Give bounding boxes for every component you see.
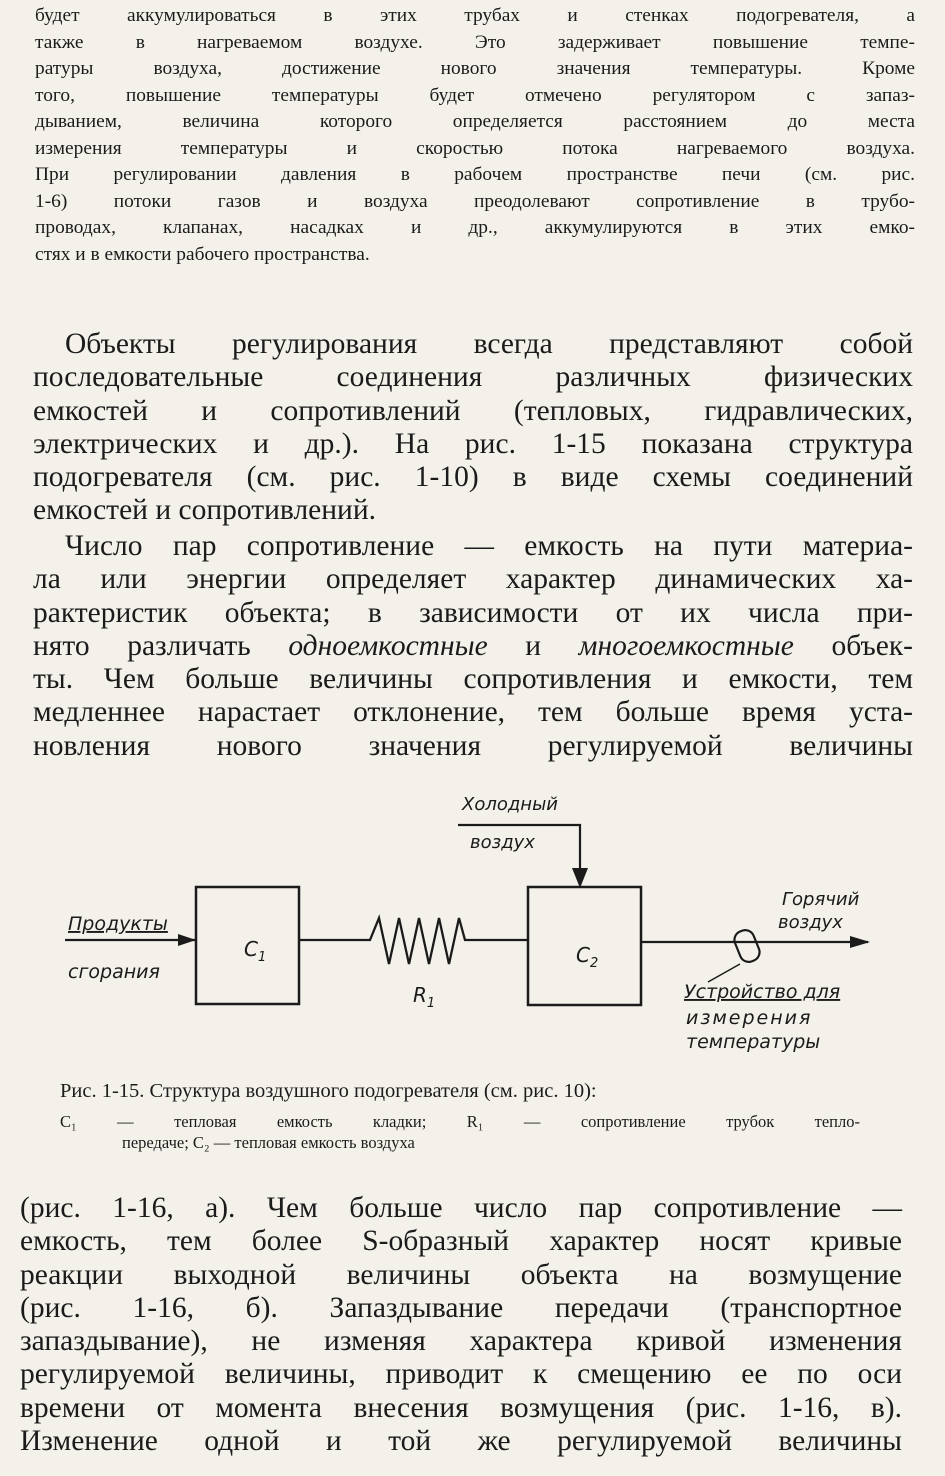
- text-line: Изменение одной и той же регулируемой величины: [20, 1425, 902, 1458]
- paragraph-objects: [33, 328, 913, 528]
- figure-caption-title: Рис. 1-15. Структура воздушного подогревателя (см. рис. 10):: [60, 1080, 597, 1102]
- text-line: времени от момента внесения возмущения (рис. 1-16, в).: [20, 1391, 902, 1424]
- paragraph-pairs: [33, 530, 913, 763]
- text-line: дыванием, величина которого определяется расстоянием до места: [35, 111, 915, 132]
- sensor-leader-line: [708, 964, 740, 982]
- text-line: ратуры воздуха, достижение нового значения температуры. Кроме: [35, 58, 915, 79]
- caption-line: передаче; C₂ — тепловая емкость воздуха: [122, 1133, 415, 1152]
- text-fragment: объек-: [793, 629, 913, 662]
- sensor-label: измерения: [686, 1007, 813, 1029]
- sensor-label: температуры: [686, 1031, 821, 1053]
- text-line: (рис. 1-16, б). Запаздывание передачи (транспортное: [20, 1291, 902, 1324]
- cold-air-label: Холодный: [462, 794, 558, 815]
- emphasis-term: одноемкостные: [288, 629, 488, 662]
- sensor-label: Устройство для: [684, 981, 841, 1003]
- text-line: того, повышение температуры будет отмечено регулятором с запаз-: [35, 84, 915, 106]
- c2-label: $C_2$: [576, 943, 599, 971]
- text-fragment: нято различать: [33, 629, 289, 662]
- text-line: 1-6) потоки газов и воздуха преодолевают сопротивление в трубо-: [35, 190, 915, 212]
- thermometer-icon: [732, 927, 763, 964]
- r1-label: $R_1$: [413, 983, 436, 1011]
- products-label: сгорания: [68, 961, 160, 983]
- text-line: Число пар сопротивление — емкость на пути материа-: [65, 530, 913, 562]
- emphasis-term: многоемкостные: [578, 629, 794, 662]
- text-line: стях и в емкости рабочего пространства.: [35, 243, 370, 265]
- hot-air-label: воздух: [778, 912, 843, 933]
- text-line: При регулировании давления в рабочем пространстве печи (см. рис.: [35, 164, 915, 185]
- text-line: новления нового значения регулируемой величины: [33, 729, 913, 762]
- text-line: последовательные соединения различных физических: [33, 361, 913, 394]
- figure-caption-body: [60, 1111, 860, 1153]
- text-line: рактеристик объекта; в зависимости от их числа при-: [33, 596, 913, 629]
- text-line: емкость, тем более S-образный характер носят кривые: [20, 1225, 902, 1258]
- text-line: емкостей и сопротивлений.: [33, 494, 376, 527]
- text-line: измерения температуры и скоростью потока нагреваемого воздуха.: [35, 137, 915, 159]
- text-line: электрических и др.). На рис. 1-15 показана структура: [33, 427, 913, 460]
- products-arrow: [178, 934, 196, 946]
- text-line-with-emphasis: [33, 630, 913, 663]
- hot-air-label: Горячий: [782, 889, 860, 910]
- heater-structure-diagram: [0, 780, 945, 1080]
- hot-air-arrow: [850, 936, 870, 948]
- cold-air-label: воздух: [470, 832, 535, 853]
- text-line: ты. Чем больше величины сопротивления и емкости, тем: [33, 663, 913, 696]
- resistor-r1: [299, 918, 528, 964]
- caption-line: C₁ — тепловая емкость кладки; R₁ — сопротивление трубок тепло-: [60, 1112, 860, 1131]
- text-line: проводах, клапанах, насадках и др., аккумулируются в этих емко-: [35, 217, 915, 238]
- cold-air-arrow: [572, 868, 588, 888]
- text-line: медленнее нарастает отклонение, тем больше время уста-: [33, 696, 913, 729]
- text-line: (рис. 1-16, а). Чем больше число пар сопротивление —: [20, 1192, 902, 1224]
- text-fragment: и: [487, 629, 579, 662]
- text-line: реакции выходной величины объекта на возмущение: [20, 1258, 902, 1291]
- text-line: подогревателя (см. рис. 1-10) в виде схемы соединений: [33, 461, 913, 494]
- text-line: также в нагреваемом воздухе. Это задерживает повышение темпе-: [35, 31, 915, 53]
- text-line: емкостей и сопротивлений (тепловых, гидравлических,: [33, 394, 913, 427]
- text-line: будет аккумулироваться в этих трубах и стенках подогревателя, а: [35, 5, 915, 26]
- c1-label: $C_1$: [244, 937, 267, 965]
- text-line: запаздывание), не изменяя характера кривой изменения: [20, 1325, 902, 1358]
- products-label: Продукты: [68, 913, 168, 935]
- text-line: ла или энергии определяет характер динамических ха-: [33, 563, 913, 596]
- bottom-paragraph: [20, 1192, 902, 1458]
- text-line: регулируемой величины, приводит к смещению ее по оси: [20, 1358, 902, 1391]
- text-line: Объекты регулирования всегда представляют собой: [65, 328, 913, 360]
- top-paragraph: [35, 3, 915, 268]
